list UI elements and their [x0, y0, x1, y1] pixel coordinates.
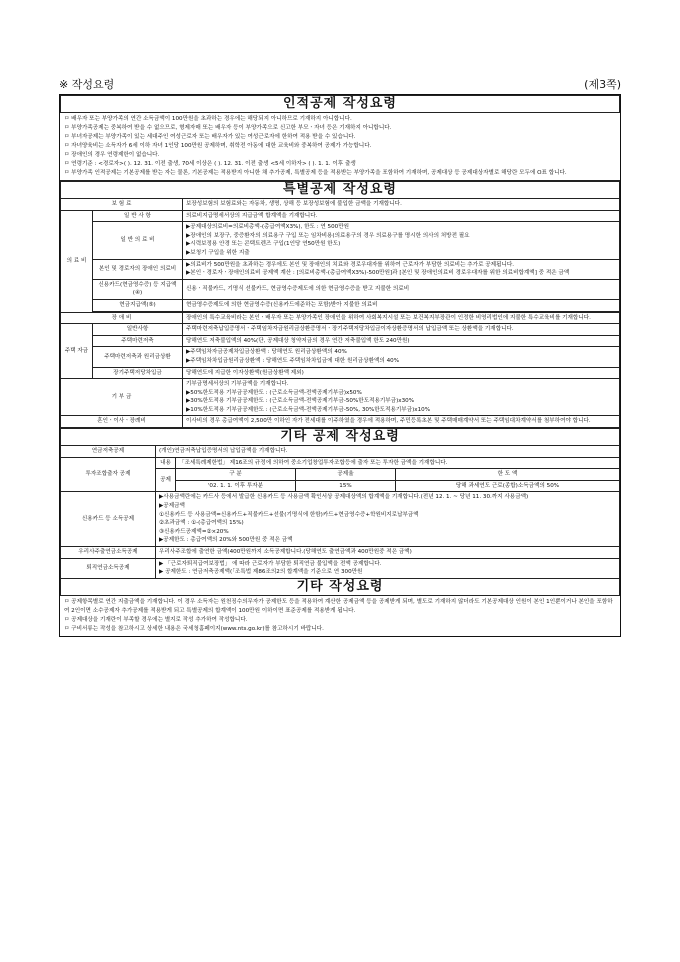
- desc-line: ▶ 공제한도 : 연금저축공제액(「조특법 제86조의2의 합계액을 기준으로 연 300만원: [159, 569, 363, 576]
- invest-label: 투자조합출자 공제: [61, 457, 156, 492]
- card-desc: [156, 492, 620, 547]
- wedding-desc: 이사비의 경우 총급여액이 2,500만 이하인 자가 전세대를 이주하였을 경우에 적용하며, 주민등록초본 및 주택매매계약서 또는 주택임대차계약서를 첨부하여야 합니다.: [183, 416, 620, 428]
- medical-cash-label: 현금지급액(⑤): [93, 299, 183, 311]
- other-table: [60, 428, 620, 596]
- disabled-label: 장 애 비: [61, 312, 183, 324]
- wedding-label: 혼인ㆍ이사ㆍ장례비: [61, 416, 183, 428]
- pension-label: 연금저축공제: [61, 446, 156, 458]
- housing-saving-label: 주택마련저축: [93, 335, 183, 347]
- invest-content-label: 내용: [156, 457, 176, 469]
- insurance-label: 보 험 료: [61, 199, 183, 211]
- invest-content: 「조세특례제한법」 제16조의 규정에 의하여 중소기업창업투자조합등에 출자 또는 투자한 금액을 기재합니다.: [176, 457, 620, 469]
- list-item: ㅁ 연령기준 : <경로자>( ). 12. 31. 이전 출생, 70세 이상은 ( ). 12. 31. 이전 출생 <5세 이하자> ( ). 1. 1. 이후 출생: [64, 161, 356, 167]
- personal-list: [60, 113, 620, 181]
- desc-line: ▶보청기 구입을 위한 지출: [186, 249, 250, 256]
- medical-general-label: 일 반 사 항: [93, 210, 183, 222]
- disabled-desc: 장애인의 특수교육비라는 본인ㆍ배우자 또는 부양가족인 장애인을 위하여 사회복지시설 또는 보건복지부장관이 인정한 비영리법인에 지불한 특수교육비를 기재합니다.: [183, 312, 620, 324]
- donation-desc: [183, 379, 620, 416]
- medical-card-desc: 신용ㆍ직불카드, 기명식 선불카드, 현금영수증제도에 의한 현금영수증을 받고 지불한 의료비: [183, 279, 620, 299]
- insurance-desc: 보장성보험의 보험료와는 자동차, 생명, 상해 등 보장성보험에 불입한 금액을 기재합니다.: [183, 199, 620, 211]
- page-number: (제3쪽): [584, 78, 621, 91]
- housing-general-label: 일반사항: [93, 324, 183, 336]
- personal-title-table: [60, 95, 620, 113]
- personal-section-title: 인적공제 작성요령: [61, 96, 620, 113]
- list-item: ㅁ 부양가족 인적공제는 기본공제를 받는 자는 물론, 기본공제는 적용받지 아니한 채 추가공제, 특별공제 등을 적용받는 부양가족을 포함하여 기재하며, 공제대상 등 공제대상자별로 해당란 모두에 O표 합니다.: [64, 170, 567, 176]
- form-page: [59, 76, 621, 637]
- medical-self-label: 본인 및 경로자의 장애인 의료비: [93, 259, 183, 279]
- desc-line: ②초과금액 : ①-(총급여액의 15%): [159, 520, 244, 527]
- medical-ordinary-label: 일 반 의 료 비: [93, 222, 183, 259]
- medical-cash-desc: 현금영수증제도에 의한 현금영수증(신용카드에준하는 포함)받아 지불한 의료비: [183, 299, 620, 311]
- desc-line: ▶주택임차차입금원리금상환액 : 당해연도 주택임차차입금에 대한 원리금상환액의 40%: [186, 357, 400, 364]
- medical-card-label: 신용카드(현금영수증) 등 지급액(④): [93, 279, 183, 299]
- desc-line: ①신용카드 등 사용금액=신용카드+직불카드+선불(기명식에 한함)카드+현금영수증+학원비지로납부금액: [159, 511, 419, 518]
- instructions-label: ※ 작성요령: [59, 78, 115, 91]
- housing-saving-desc: 당해연도 저축불입액의 40%(단, 공제대상 청약저금의 경우 연간 저축불입액 한도 240만원): [183, 335, 620, 347]
- invest-col-header: 한 도 액: [396, 469, 620, 481]
- invest-col-header: 공제율: [296, 469, 396, 481]
- housing-loan-desc: [183, 347, 620, 367]
- card-label: 신용카드 등 소득공제: [61, 492, 156, 547]
- other-section-title: 기타 공제 작성요령: [61, 429, 620, 446]
- stock-desc: 우리사주조합에 출연한 금액(400만원까지 소득공제합니다.(당해연도 출연금액과 400만원중 적은 금액): [156, 547, 620, 559]
- special-section-title: 특별공제 작성요령: [61, 182, 620, 199]
- medical-self-desc: [183, 259, 620, 279]
- list-item: ㅁ 장애인의 경우 연령제한이 없습니다.: [64, 152, 160, 158]
- housing-general-desc: 주택마련저축납입증명서ㆍ주택임차자금원리금상환증명서ㆍ장기주택저당차입금이자상환증명서의 납입금액 또는 상환액을 기재합니다.: [183, 324, 620, 336]
- invest-cell: '02. 1. 1. 이후 투자분: [176, 480, 296, 492]
- desc-line: ▶시력보정용 안경 또는 콘택트렌즈 구입(1인당 연50만원 한도): [186, 241, 341, 248]
- pension-desc: (개인)연금저축납입증명서의 납입금액을 기재합니다.: [156, 446, 620, 458]
- special-table: [60, 181, 620, 428]
- housing-mortgage-desc: 당해연도에 지급한 이자상환액(원금상환액 제외): [183, 367, 620, 379]
- desc-line: ▶10%한도적용 기부금공제한도 : (근로소득금액-전액공제기부금-50%, 30%한도적용기부금)x10%: [186, 406, 431, 413]
- retire-label: 퇴직연금소득공제: [61, 558, 156, 578]
- invest-col-header: 구 분: [176, 469, 296, 481]
- desc-line: ▶사용금액란에는 카드사 등에서 발급한 신용카드 등 사용금액 확인서상 공제대상액의 합계액을 기재합니다.(전년 12. 1. ~ 당년 11. 30.까지 사용금액): [159, 494, 529, 501]
- misc-list: [60, 596, 620, 636]
- desc-line: ▶장애인의 보장구, 중증환자의 의료용구 구입 또는 임차비용(의료용구의 경우 의료용구를 명시한 의사의 처방전 필요: [186, 232, 470, 239]
- desc-line: ▶ 「근로자퇴직급여보장법」 에 따라 근로자가 부담한 퇴직연금 불입액을 전액 공제합니다.: [159, 560, 382, 567]
- page-header: [59, 76, 621, 94]
- desc-line: ▶주택임차자금공제차입금상환액 : 당해연도 원리금상환액의 40%: [186, 349, 347, 356]
- list-item: ㅁ 부녀자공제는 부양가족이 있는 세대주인 여성근로자 또는 배우자가 있는 여성근로자에 한하여 적용 받을 수 있습니다.: [64, 134, 356, 140]
- donation-label: 기 부 금: [61, 379, 183, 416]
- medical-ordinary-desc: [183, 222, 620, 259]
- desc-line: ▶30%한도적용 기부금공제한도 : (근로소득금액-전액공제기부금-50%한도적용기부금)x30%: [186, 398, 415, 405]
- housing-loan-label: 주택마련저축과 원리금상환: [93, 347, 183, 367]
- medical-group-label: 의 료 비: [61, 210, 93, 312]
- desc-line: ▶본인ㆍ경로자ㆍ장애인의료비 공제액 계산 : [의료비총액-(총급여액X3%)-500만원]과 [본인 및 장애인의료비 경로우대자를 위한 의료비합계액] 중 적은 금액: [186, 270, 570, 277]
- invest-cell: 당해 과세연도 근로(종합)소득금액의 50%: [396, 480, 620, 492]
- list-item: ㅁ 공제항목별로 연간 지출금액을 기재합니다. 이 경우 소득자는 원천징수의무자가 공제한도 등을 적용하여 계산한 공제금액 등을 공제받게 되며, 별도로 기재하지 않더라도 기본공제대상 인원이 본인 1인뿐이거나 본인을 포함하여 2인이면 소수공제자 추가공제를 적용받게 되고 특별공제의 합계액이 100만원 이하이면 표준공제를 적용받게 됩니다.: [64, 598, 613, 614]
- desc-line: ▶공제대상의료비=의료비총액-(총급여액X3%), 한도 : 연 500만원: [186, 224, 350, 231]
- desc-line: ③신용카드공제액=②×20%: [159, 528, 229, 535]
- invest-deduct-label: 공제: [156, 469, 176, 492]
- desc-line: ▶50%한도적용 기부금공제한도 : (근로소득금액-전액공제기부금)x50%: [186, 389, 362, 396]
- desc-line: ▶공제한도 : 총급여액의 20%와 500만원 중 적은 금액: [159, 537, 293, 544]
- housing-mortgage-label: 장기주택저당차입금: [93, 367, 183, 379]
- list-item: ㅁ 구비서류는 작성을 참고하시고 상세한 내용은 국세청홈페이지(www.nts.go.kr)를 참고하시기 바랍니다.: [64, 625, 324, 632]
- invest-cell: 15%: [296, 480, 396, 492]
- list-item: ㅁ 공제대상을 기재란이 부족할 경우에는 별지로 작성 추가하여 작성합니다.: [64, 616, 248, 623]
- desc-line: 기부금명세서상의 기부금액을 기재합니다.: [186, 381, 289, 388]
- stock-label: 우리사주출연금소득공제: [61, 547, 156, 559]
- misc-section-title: 기타 작성요령: [61, 578, 620, 595]
- desc-line: ▶의료비가 500만원을 초과하는 경우에도 본인 및 장애인의 치료와 경로우대자를 위하여 근로자가 부담한 의료비는 추가로 공제됩니다.: [186, 261, 515, 268]
- list-item: ㅁ 자녀양육비는 소득자가 6세 이하 자녀 1인당 100만원 공제하며, 취학전 아동에 대한 교육비와 중복하여 공제가 가능합니다.: [64, 143, 372, 149]
- list-item: ㅁ 부양가족공제는 중복하여 받을 수 없으므로, 형제자매 또는 배우자 등이 부양가족으로 신고한 부모ㆍ자녀 등은 기재하지 아니합니다.: [64, 125, 392, 131]
- housing-group-label: 주택 자금: [61, 324, 93, 379]
- desc-line: ▶공제금액: [159, 503, 185, 510]
- list-item: ㅁ 배우자 또는 부양가족의 연간 소득금액이 100만원을 초과하는 경우에는 해당되지 아니하므로 기재하지 아니합니다.: [64, 116, 352, 122]
- retire-desc: [156, 558, 620, 578]
- form-frame: [59, 94, 621, 637]
- medical-general-desc: 의료비지급명세서상의 지급금액 합계액을 기재합니다.: [183, 210, 620, 222]
